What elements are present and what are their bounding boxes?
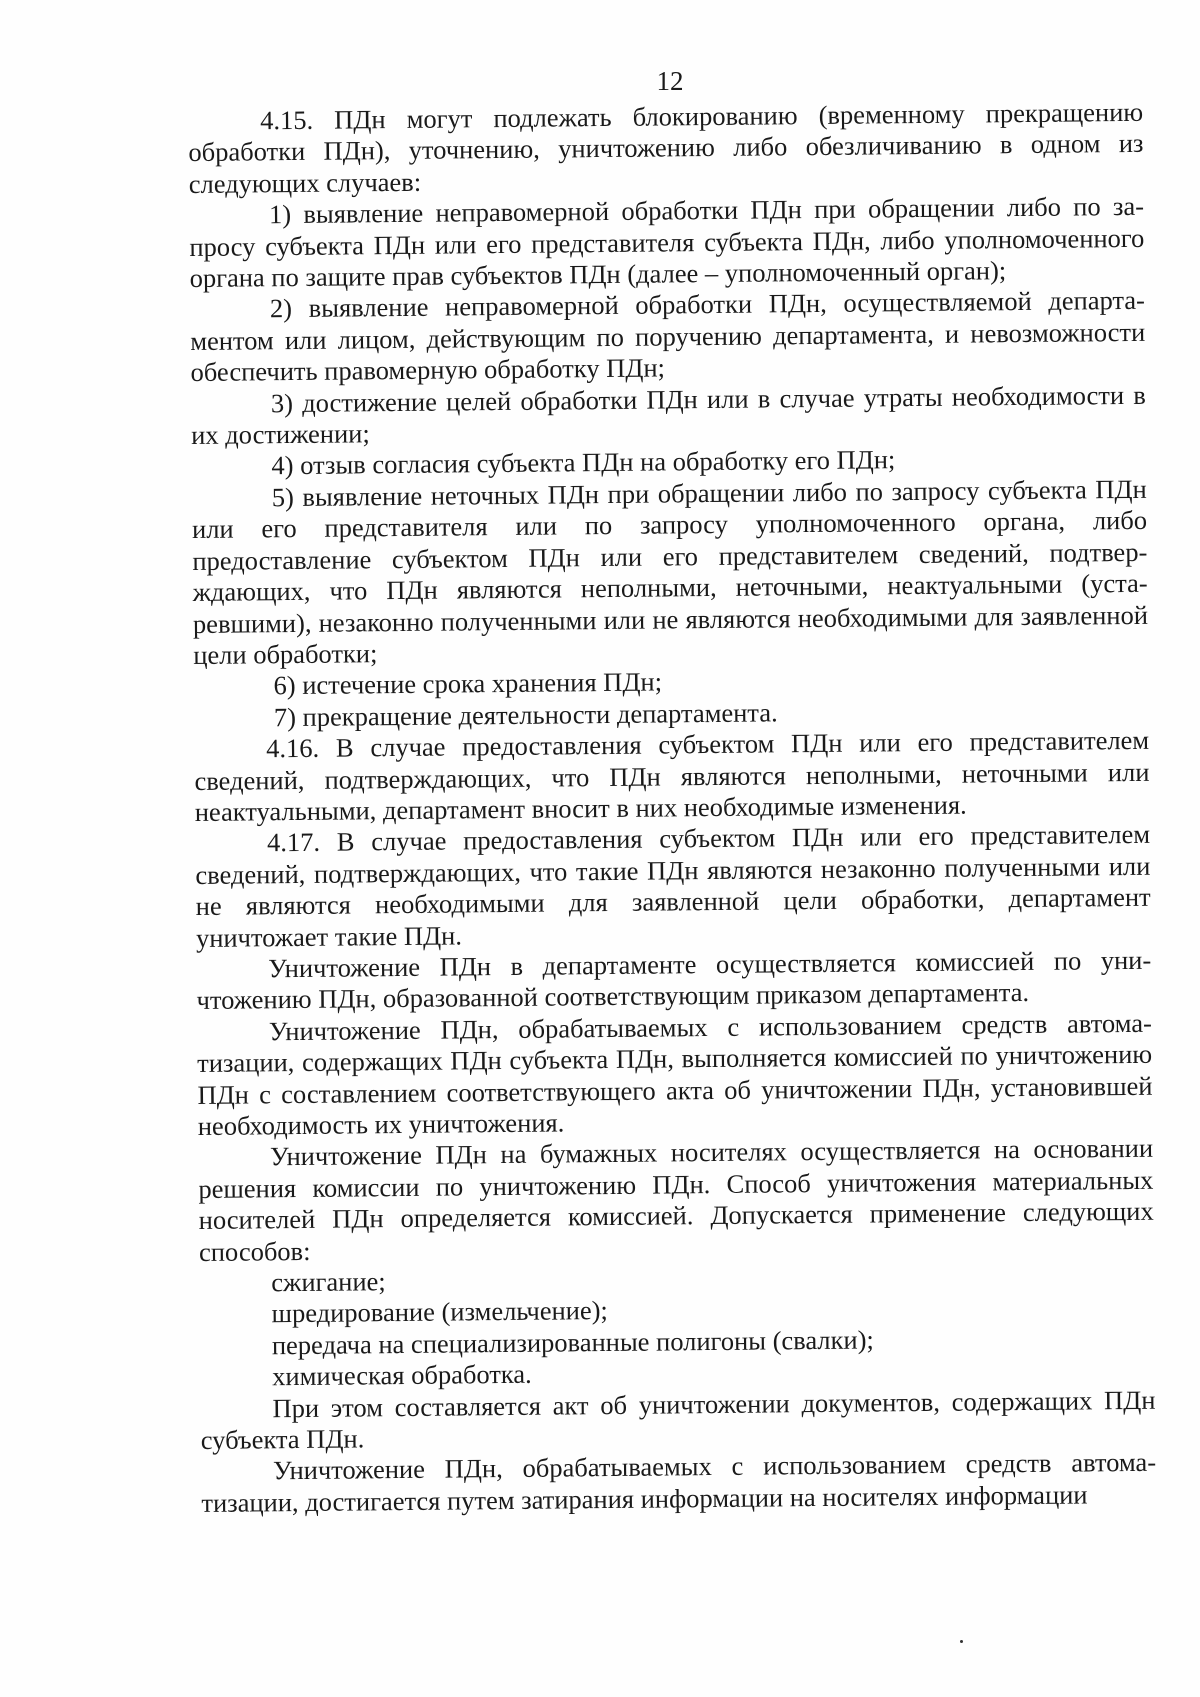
list-item-2: 2) выявление неправомерной обработки ПДн, осуществляемой департаментом или лицом, действующим по поручению департамента, и невозможности обеспечить правомерную обработку ПДн; — [190, 285, 1146, 388]
method-chemical: химическая обработка. — [272, 1359, 532, 1392]
method-shredding: шредирование (измельчение); — [271, 1295, 608, 1329]
paragraph-paper-destruction: Уничтожение ПДн на бумажных носителях осуществляется на основании решения комиссии по уничтожению ПДн. Способ уничтожения материальных носителей ПДн определяется комиссией. Допускается применение следующих способов: — [198, 1133, 1154, 1267]
list-item-4: 4) отзыв согласия субъекта ПДн на обработку его ПДн; — [271, 444, 896, 481]
scan-speck — [960, 1640, 963, 1643]
list-item-5: 5) выявление неточных ПДн при обращении либо по запросу субъекта ПДн или его представителя или по запросу уполномоченного органа, либо предоставление субъектом ПДн или его представителем сведений, подтверждающих, что ПДн являются неполными, неточными, неактуальными (устаревшими), незаконно полученными или не являются необходимыми для заявленной цели обработки; — [191, 473, 1149, 670]
paragraph-erasure: Уничтожение ПДн, обрабатываемых с использованием средств автоматизации, достигается путем затирания информации на носителях информации — [201, 1447, 1157, 1518]
list-item-1: 1) выявление неправомерной обработки ПДн при обращении либо по запросу субъекта ПДн или его представителя субъекта ПДн, либо уполномоченного органа по защите прав субъектов ПДн (далее – уполномоченный орган); — [189, 191, 1145, 294]
paragraph-4-15: 4.15. ПДн могут подлежать блокированию (временному прекращению обработки ПДн), уточнению, уничтожению либо обезличиванию в одном из следующих случаев: — [188, 96, 1144, 199]
paragraph-4-16: 4.16. В случае предоставления субъектом ПДн или его представителем сведений, подтверждающих, что ПДн являются неполными, неточными или неактуальными, департамент вносит в них необходимые изменения. — [194, 724, 1150, 827]
method-landfill: передача на специализированные полигоны (свалки); — [271, 1324, 874, 1361]
document-body — [188, 97, 1157, 1519]
method-burning: сжигание; — [271, 1266, 386, 1298]
paragraph-commission: Уничтожение ПДн в департаменте осуществляется комиссией по уничтожению ПДн, образованной соответствующим приказом департамента. — [196, 944, 1152, 1016]
list-item-3: 3) достижение целей обработки ПДн или в случае утраты необходимости в их достижении; — [191, 379, 1146, 451]
page-number: 12 — [656, 66, 684, 96]
paragraph-4-17: 4.17. В случае предоставления субъектом ПДн или его представителем сведений, подтверждающих, что такие ПДн являются незаконно полученными или не являются необходимыми для заявленной цели обработки, департамент уничтожает такие ПДн. — [195, 819, 1151, 953]
paragraph-automated-destruction: Уничтожение ПДн, обрабатываемых с использованием средств автоматизации, содержащих ПДн субъекта ПДн, выполняется комиссией по уничтожению ПДн с составлением соответствующего акта об уничтожении ПДн, установившей необходимость их уничтожения. — [197, 1007, 1153, 1141]
list-item-7: 7) прекращение деятельности департамента. — [273, 697, 778, 732]
paragraph-act: При этом составляется акт об уничтожении документов, содержащих ПДн субъекта ПДн. — [200, 1384, 1156, 1456]
list-item-6: 6) истечение срока хранения ПДн; — [273, 666, 663, 701]
